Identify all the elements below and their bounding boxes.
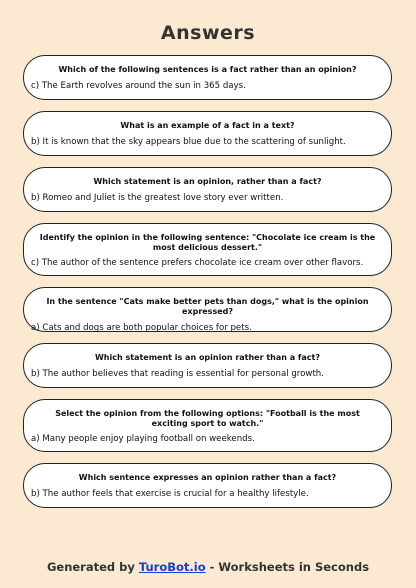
- answer-card: [23, 399, 392, 452]
- question-text: Identify the opinion in the following sentence: "Chocolate ice cream is the most delicious dessert.": [39, 233, 376, 252]
- answer-card: [23, 167, 392, 212]
- answer-card: [23, 223, 392, 276]
- page-title: Answers: [160, 22, 256, 44]
- footer-suffix: - Worksheets in Seconds: [205, 560, 370, 574]
- answer-card: [23, 55, 392, 100]
- question-text: Which statement is an opinion, rather than a fact?: [93, 177, 322, 186]
- question-text: What is an example of a fact in a text?: [120, 121, 295, 130]
- footer-prefix: Generated by: [46, 560, 139, 574]
- answer-card: [23, 111, 392, 156]
- question-text: Which sentence expresses an opinion rather than a fact?: [78, 473, 337, 482]
- answer-list: [23, 55, 392, 519]
- answer-card: [23, 343, 392, 388]
- question-text: Which statement is an opinion rather than a fact?: [94, 353, 321, 362]
- question-text: Select the opinion from the following options: "Football is the most exciting sport to watch.": [55, 409, 360, 428]
- answer-card: [23, 463, 392, 508]
- answer-text: b) The author feels that exercise is crucial for a healthy lifestyle.: [31, 489, 309, 499]
- answer-text: a) Cats and dogs are both popular choices for pets.: [31, 323, 252, 333]
- answer-text: c) The author of the sentence prefers chocolate ice cream over other flavors.: [31, 258, 364, 268]
- answer-card: [23, 287, 392, 332]
- brand-link[interactable]: TuroBot.io: [138, 560, 206, 574]
- answer-text: b) Romeo and Juliet is the greatest love story ever written.: [31, 193, 284, 203]
- answer-text: b) The author believes that reading is essential for personal growth.: [31, 369, 324, 379]
- question-text: In the sentence "Cats make better pets than dogs," what is the opinion expressed?: [46, 297, 369, 316]
- answer-text: a) Many people enjoy playing football on weekends.: [31, 434, 255, 444]
- answer-text: b) It is known that the sky appears blue due to the scattering of sunlight.: [31, 137, 346, 147]
- footer: [0, 560, 416, 574]
- question-text: Which of the following sentences is a fact rather than an opinion?: [58, 65, 357, 74]
- answer-text: c) The Earth revolves around the sun in 365 days.: [31, 81, 246, 91]
